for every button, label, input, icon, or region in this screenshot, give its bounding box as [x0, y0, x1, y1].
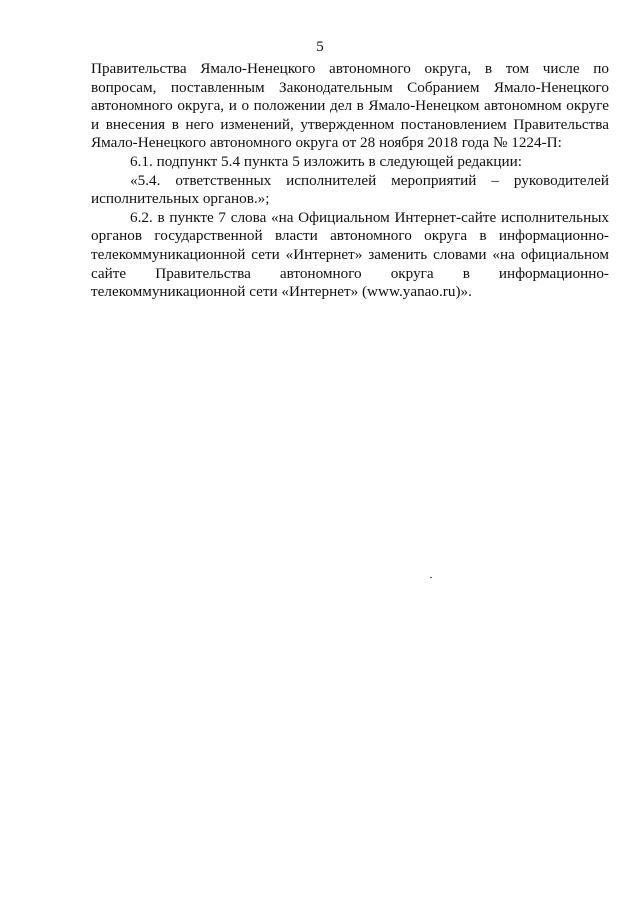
document-body	[91, 60, 609, 302]
paragraph-continuation: Правительства Ямало-Ненецкого автономного округа, в том числе по вопросам, поставленным Законодательным Собранием Ямало-Ненецкого автономного округа, и о положении дел в Ямало-Ненецком автономном округе и внесения в него изменений, утвержденном постановлением Правительства Ямало-Ненецкого автономного округа от 28 ноября 2018 года № 1224-П:	[91, 60, 609, 152]
paragraph-5-4-quote: «5.4. ответственных исполнителей мероприятий – руководителей исполнительных органов.»;	[91, 171, 609, 208]
scan-speck	[430, 577, 432, 578]
paragraph-6-2: 6.2. в пункте 7 слова «на Официальном Интернет-сайте исполнительных органов государственной власти автономного округа в информационно-телекоммуникационной сети «Интернет» заменить словами «на официальном сайте Правительства автономного округа в информационно-телекоммуникационной сети «Интернет» (www.yanao.ru)».	[91, 208, 609, 301]
page-number: 5	[316, 39, 324, 55]
paragraph-6-1: 6.1. подпункт 5.4 пункта 5 изложить в следующей редакции:	[130, 152, 522, 170]
